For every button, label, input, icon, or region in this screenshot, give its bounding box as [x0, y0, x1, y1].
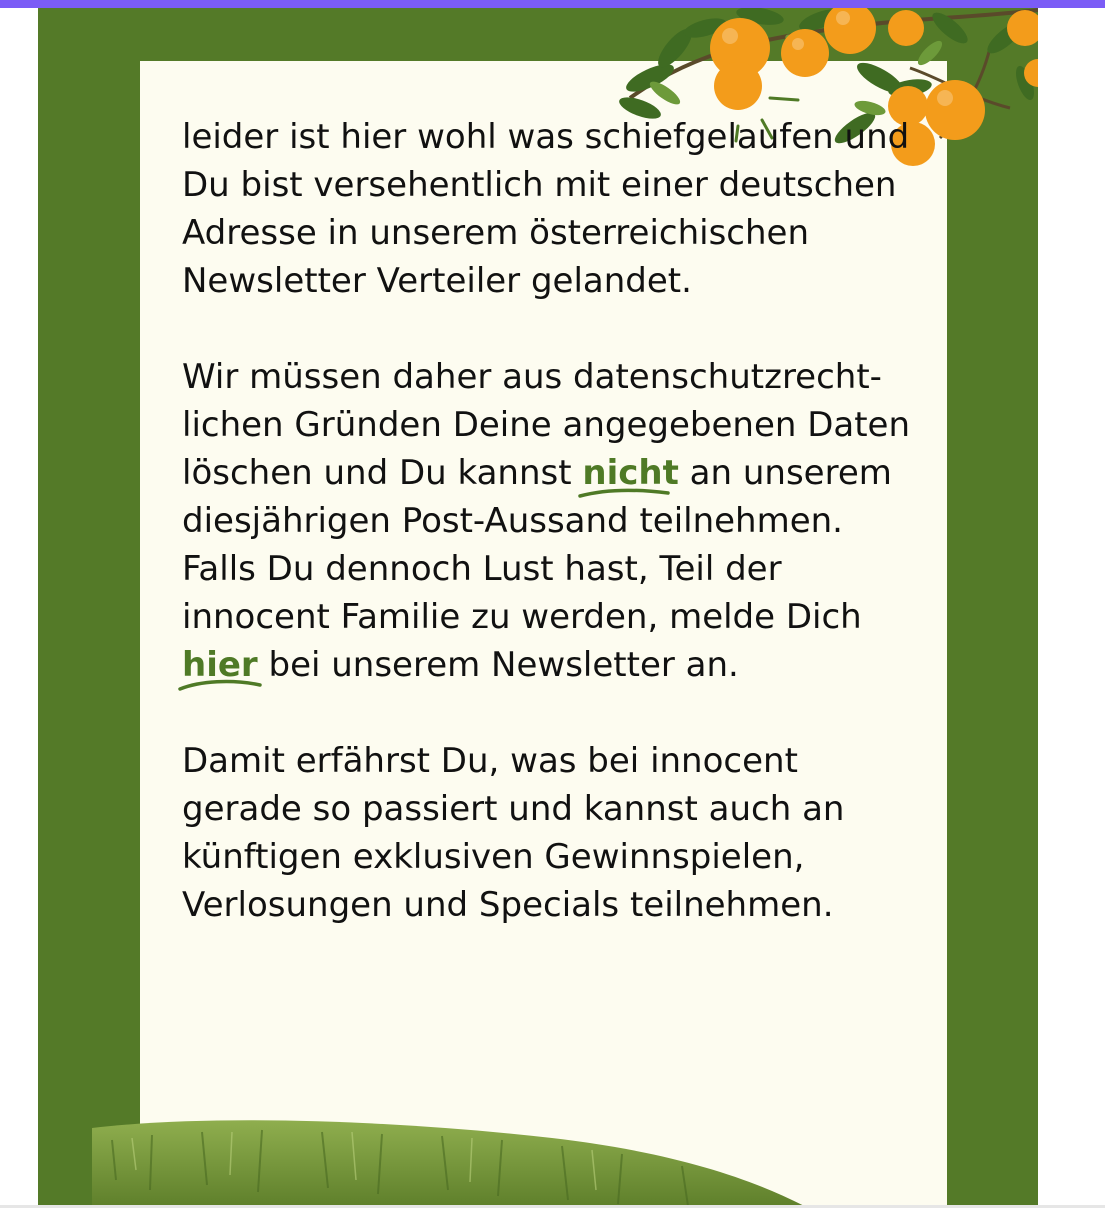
underline-swoosh-icon [176, 677, 264, 693]
paragraph-text: an unserem diesjährigen Post-Aussand teilnehmen. Falls Du dennoch Lust hast, Teil der innocent Familie zu werden, melde Dich [182, 453, 892, 637]
grass-hill-icon [92, 1120, 952, 1205]
nicht-highlight [582, 449, 678, 497]
message-text [182, 113, 922, 977]
hier-text: hier [182, 645, 258, 685]
underline-swoosh-icon [576, 487, 672, 501]
paragraph-benefits: Damit erfährst Du, was bei innocent gerade so passiert und kannst auch an künftigen exklusiven Gewinnspielen, Verlosungen und Specials teilnehmen. [182, 741, 845, 925]
newsletter-signup-link[interactable] [182, 641, 258, 689]
paragraph-text: bei unserem Newsletter an. [257, 645, 739, 685]
paragraph-wrong-address: leider ist hier wohl was schiefgelaufen und Du bist versehentlich mit einer deutschen Adresse in unserem österreichischen Newsletter Verteiler gelandet. [182, 117, 910, 301]
nicht-text: nicht [582, 453, 679, 493]
top-accent-bar [0, 0, 1105, 8]
email-frame [38, 8, 1038, 1205]
paragraph-text: Wir müssen daher aus datenschutzrecht-lichen Gründen Deine angegebenen Daten löschen und Du kannst [182, 357, 911, 493]
paragraph-data-deletion [182, 353, 922, 689]
